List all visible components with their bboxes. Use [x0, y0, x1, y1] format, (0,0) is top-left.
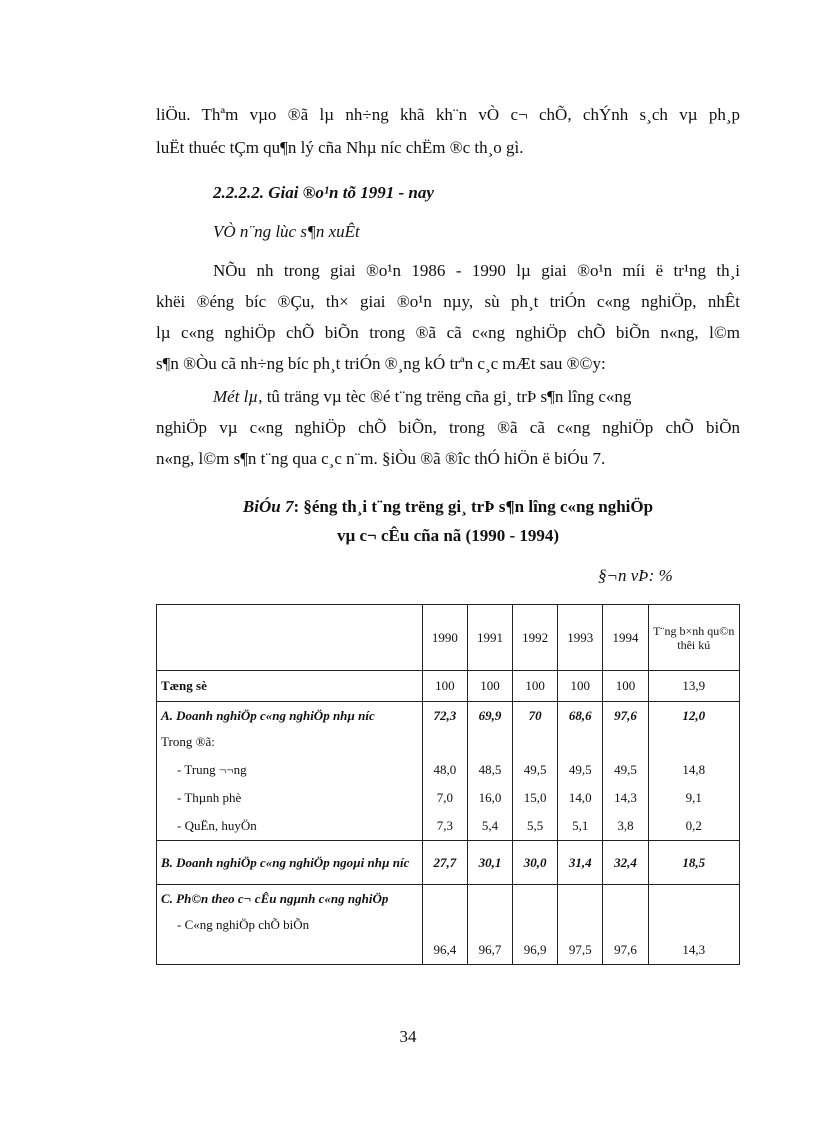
paragraph-line: nghiÖp vµ c«ng nghiÖp chÕ biÕn, trong ®ã cã c«ng nghiÖp chÕ biÕn [156, 418, 740, 437]
table-header-cell: 1993 [558, 605, 603, 671]
group-label: C. Ph©n theo c¬ cÊu ngµnh c«ng nghiÖp [161, 891, 389, 906]
figure-title-line1: : §éng th¸i t¨ng trëng gi¸ trÞ s¶n lîng c«ng nghiÖp [293, 497, 654, 516]
value: 0,2 [685, 818, 702, 833]
value: 48,0 [433, 762, 457, 777]
paragraph-line: khëi ®éng bíc ®Çu, th× giai ®o¹n nµy, sù ph¸t triÓn c«ng nghiÖp, nhÊt [156, 292, 740, 311]
value: 97,6 [614, 708, 637, 723]
value: 68,6 [568, 708, 592, 723]
table-header-cell: T¨ng b×nh qu©n thêi kú [648, 605, 739, 671]
table-header-cell: 1990 [422, 605, 467, 671]
value: 49,5 [568, 762, 592, 777]
paragraph-line: s¶n ®Òu cã nh÷ng bíc ph¸t triÓn ®¸ng kÓ trªn c¸c mÆt sau ®©y: [156, 354, 606, 373]
table-header-cell: 1991 [467, 605, 512, 671]
table-cell: 96,4 [422, 885, 467, 965]
table-cell: 96,7 [467, 885, 512, 965]
row-label: - Trung ¬¬ng [177, 762, 247, 777]
value: 7,0 [436, 790, 453, 805]
paragraph-line: lµ c«ng nghiÖp chÕ biÕn trong ®ã cã c«ng nghiÖp chÕ biÕn n«ng, l©m [156, 323, 740, 342]
value: 5,1 [572, 818, 589, 833]
table-cell: 100 [558, 671, 603, 702]
table-cell-label [157, 702, 423, 841]
table-cell [603, 702, 648, 841]
value: 49,5 [614, 762, 637, 777]
table-header-cell [157, 605, 423, 671]
table-cell: 13,9 [648, 671, 739, 702]
figure-title-line2: vµ c¬ cÊu cña nã (1990 - 1994) [336, 526, 560, 545]
table-cell: 18,5 [648, 841, 739, 885]
table-cell: 30,1 [467, 841, 512, 885]
value: 14,3 [614, 790, 637, 805]
data-table [156, 604, 740, 965]
subheading: VÒ n¨ng lùc s¶n xuÊt [213, 222, 360, 241]
table-cell: 96,9 [513, 885, 558, 965]
table-cell-label: Tæng sè [157, 671, 423, 702]
table-cell-label [157, 885, 423, 965]
paragraph-text: , tû träng vµ tèc ®é t¨ng trëng cña gi¸ trÞ s¶n lîng c«ng [258, 387, 632, 406]
paragraph-line [213, 386, 740, 408]
section-heading: 2.2.2.2. Giai ®o¹n tõ 1991 - nay [213, 183, 434, 202]
value: 3,8 [617, 818, 634, 833]
value: 70 [528, 708, 542, 723]
table-cell: 100 [422, 671, 467, 702]
table-row [157, 702, 740, 841]
table-cell: 100 [603, 671, 648, 702]
value: 14,8 [682, 762, 706, 777]
unit-label: §¬n vÞ: % [598, 566, 673, 585]
table-header-cell: 1994 [603, 605, 648, 671]
table-cell: 14,3 [648, 885, 739, 965]
page-number: 34 [399, 1027, 417, 1046]
figure-title [156, 496, 740, 518]
paragraph-line: luËt thuéc tÇm qu¶n lý cña Nhµ níc chËm ®c th¸o gì. [156, 138, 524, 157]
table-row [157, 885, 740, 965]
value: 7,3 [436, 818, 453, 833]
table-header-row [157, 605, 740, 671]
table-cell: 27,7 [422, 841, 467, 885]
value: 15,0 [523, 790, 547, 805]
value: 9,1 [685, 790, 702, 805]
row-label: - Thµnh phè [177, 790, 242, 805]
value: 49,5 [523, 762, 547, 777]
table-cell: 32,4 [603, 841, 648, 885]
paragraph-line: liÖu. Thªm vµo ®ã lµ nh÷ng khã kh¨n vÒ c¬ chÕ, chÝnh s¸ch vµ ph¸p [156, 105, 740, 124]
table-cell: 97,5 [558, 885, 603, 965]
paragraph-line: n«ng, l©m s¶n t¨ng qua c¸c n¨m. §iÒu ®ã ®îc thÓ hiÖn ë biÓu 7. [156, 449, 606, 468]
value: 16,0 [478, 790, 502, 805]
row-label: - QuËn, huyÖn [177, 818, 257, 833]
value: 12,0 [682, 708, 706, 723]
table-cell: 31,4 [558, 841, 603, 885]
value: 5,4 [481, 818, 499, 833]
value: 48,5 [478, 762, 502, 777]
figure-label: BiÓu 7 [242, 497, 294, 516]
table-cell [467, 702, 512, 841]
table-cell [513, 702, 558, 841]
value: 14,0 [568, 790, 592, 805]
table-cell [422, 702, 467, 841]
table-cell: 30,0 [513, 841, 558, 885]
table-cell: 100 [467, 671, 512, 702]
table-row [157, 671, 740, 702]
table-cell: 100 [513, 671, 558, 702]
value: 5,5 [527, 818, 544, 833]
group-label: A. Doanh nghiÖp c«ng nghiÖp nhµ níc [161, 708, 375, 723]
subgroup-label: Trong ®ã: [161, 734, 215, 749]
paragraph-line: NÕu nh trong giai ®o¹n 1986 - 1990 lµ giai ®o¹n míi ë tr¹ng th¸i [213, 261, 740, 280]
table-cell: 97,6 [603, 885, 648, 965]
row-label: - C«ng nghiÖp chÕ biÕn [177, 917, 310, 932]
table-header-cell: 1992 [513, 605, 558, 671]
emphasis-text: Mét lµ [213, 387, 259, 406]
table-cell [558, 702, 603, 841]
table-cell [648, 702, 739, 841]
value: 69,9 [478, 708, 502, 723]
table-row [157, 841, 740, 885]
table-cell-label: B. Doanh nghiÖp c«ng nghiÖp ngoµi nhµ níc [157, 841, 423, 885]
value: 72,3 [433, 708, 457, 723]
